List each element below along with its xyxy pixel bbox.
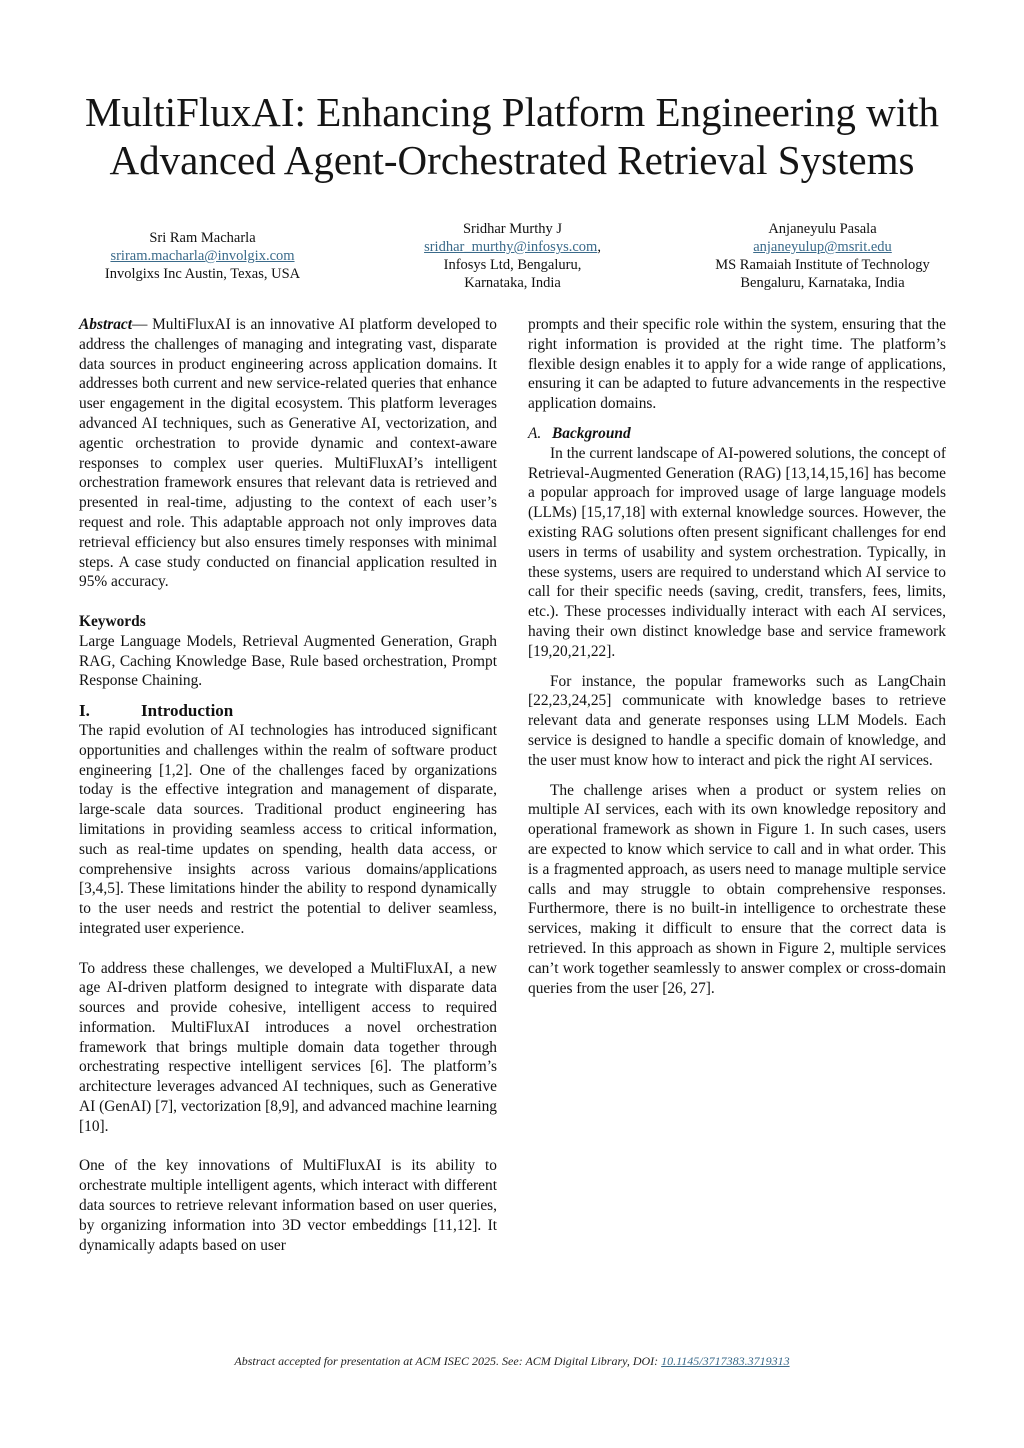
author-2-affiliation-1: Infosys Ltd, Bengaluru, (443, 257, 582, 273)
author-2-name: Sridhar Murthy J (462, 221, 563, 237)
footer-text: Abstract accepted for presentation at ACM ISEC 2025. See: ACM Digital Library, DOI: (234, 1354, 662, 1368)
author-2-email[interactable]: sridhar_murthy@infosys.com (424, 239, 598, 255)
title-line-2: Advanced Agent-Orchestrated Retrieval Systems (109, 137, 915, 183)
left-column (79, 315, 497, 1255)
abstract-label: Abstract (79, 316, 133, 333)
subsection-heading-background (528, 424, 946, 444)
subsection-title: Background (552, 424, 631, 442)
abstract-text: MultiFluxAI is an innovative AI platform developed to address the challenges of managing and integrating vast, disparate data sources in product engineering across application domains. It addresses both current and new service-related queries that enhance user engagement in the digital ecosystem. This platform leverages advanced AI techniques, such as Generative AI, vectorization, and agentic orchestration to provide dynamic and context-aware responses to complex user queries. MultiFluxAI’s intelligent orchestration framework ensures that relevant data is retrieved and presented in real-time, adjusting to the context of each user’s request and role. This adaptable approach not only improves data retrieval efficiency but also ensures timely responses with minimal steps. A case study conducted on financial application resulted in 95% accuracy. (79, 316, 497, 591)
right-column (528, 315, 946, 998)
author-2-email-comma: , (597, 239, 601, 255)
section-title: Introduction (141, 701, 234, 721)
background-paragraph-3: The challenge arises when a product or system relies on multiple AI services, each with its own knowledge repository and operational framework as shown in Figure 1. In such cases, users are expected to know which service to call and in what order. This is a fragmented approach, as users need to manage multiple service calls and may struggle to obtain comprehensive responses. Furthermore, there is no built-in intelligence to orchestrate these services, making it difficult to ensure that the correct data is retrieved. In this approach as shown in Figure 2, multiple services can’t work together seamlessly to answer complex or cross-domain queries from the user [26, 27]. (528, 781, 946, 997)
subsection-number: A. (528, 424, 542, 442)
author-3-affiliation-2: Bengaluru, Karnataka, India (740, 275, 905, 291)
intro-paragraph-3: One of the key innovations of MultiFluxAI is its ability to orchestrate multiple intelligent agents, which interact with different data sources to retrieve relevant information based on user queries, by organizing information into 3D vector embeddings [11,12]. It dynamically adapts based on user (79, 1157, 497, 1254)
author-3-email[interactable]: anjaneyulup@msrit.edu (753, 239, 892, 255)
author-1 (70, 229, 335, 283)
background-paragraph-1: In the current landscape of AI-powered solutions, the concept of Retrieval-Augmented Generation (RAG) [13,14,15,16] has become a popular approach for improved usage of large language models (LLMs) [15,17,18] with external knowledge sources. However, the existing RAG solutions often present significant challenges for end users in terms of usability and system orchestration. Typically, in these systems, users are required to understand which AI service to call for their specific needs (saving, credit, transfers, fees, limits, etc.). These processes individually interact with each AI services, having their own distinct knowledge base and service framework [19,20,21,22]. (528, 444, 946, 660)
intro-paragraph-1: The rapid evolution of AI technologies has introduced significant opportunities and challenges within the realm of software product engineering [1,2]. One of the challenges faced by organizations today is the effective integration and management of disparate, large-scale data sources. Traditional product engineering has limitations in providing seamless access to critical information, such as real-time updates on spending, health data access, or comprehensive insights across various domains/applications [3,4,5]. These limitations hinder the ability to respond dynamically to the user needs and restrict the potential to deliver seamless, integrated user experience. (79, 721, 497, 937)
author-1-name: Sri Ram Macharla (149, 230, 256, 246)
paper-title (60, 88, 964, 184)
title-line-1: MultiFluxAI: Enhancing Platform Engineering with (84, 89, 940, 135)
intro-paragraph-2: To address these challenges, we developed a MultiFluxAI, a new age AI-driven platform designed to integrate with disparate data sources and provide cohesive, intelligent access to required information. MultiFluxAI introduces a novel orchestration framework that brings multiple domain data together through orchestrating respective intelligent services [6]. The platform’s architecture leverages advanced AI techniques, such as Generative AI (GenAI) [7], vectorization [8,9], and advanced machine learning [10]. (79, 959, 497, 1135)
author-3-affiliation-1: MS Ramaiah Institute of Technology (715, 257, 930, 273)
section-number: I. (79, 701, 90, 721)
author-1-email[interactable]: sriram.macharla@involgix.com (110, 248, 295, 264)
keywords-text: Large Language Models, Retrieval Augmented Generation, Graph RAG, Caching Knowledge Base, Rule based orchestration, Prompt Response Chaining. (79, 632, 497, 690)
keywords-heading: Keywords (79, 612, 146, 630)
footer-doi-link[interactable]: 10.1145/3717383.3719313 (661, 1354, 790, 1368)
author-2-affiliation-2: Karnataka, India (464, 275, 561, 291)
intro-paragraph-3-continued: prompts and their specific role within the system, ensuring that the right information is provided at the right time. The platform’s flexible design enables it to apply for a wide range of applications, ensuring it can be adapted to future advancements in the respective application domains. (528, 316, 946, 413)
author-3-name: Anjaneyulu Pasala (768, 221, 877, 237)
author-2 (380, 220, 645, 292)
page-footer (0, 1354, 1024, 1369)
background-paragraph-2: For instance, the popular frameworks such as LangChain [22,23,24,25] communicate with knowledge bases to retrieve relevant data and generate responses using LLM Models. Each service is designed to handle a specific domain of knowledge, and the user must know how to interact and pick the right AI services. (528, 672, 946, 769)
abstract (79, 315, 497, 592)
section-heading-introduction (79, 701, 497, 721)
author-1-affiliation: Involgixs Inc Austin, Texas, USA (104, 266, 301, 282)
author-3 (690, 220, 955, 292)
abstract-dash: — (132, 316, 153, 333)
